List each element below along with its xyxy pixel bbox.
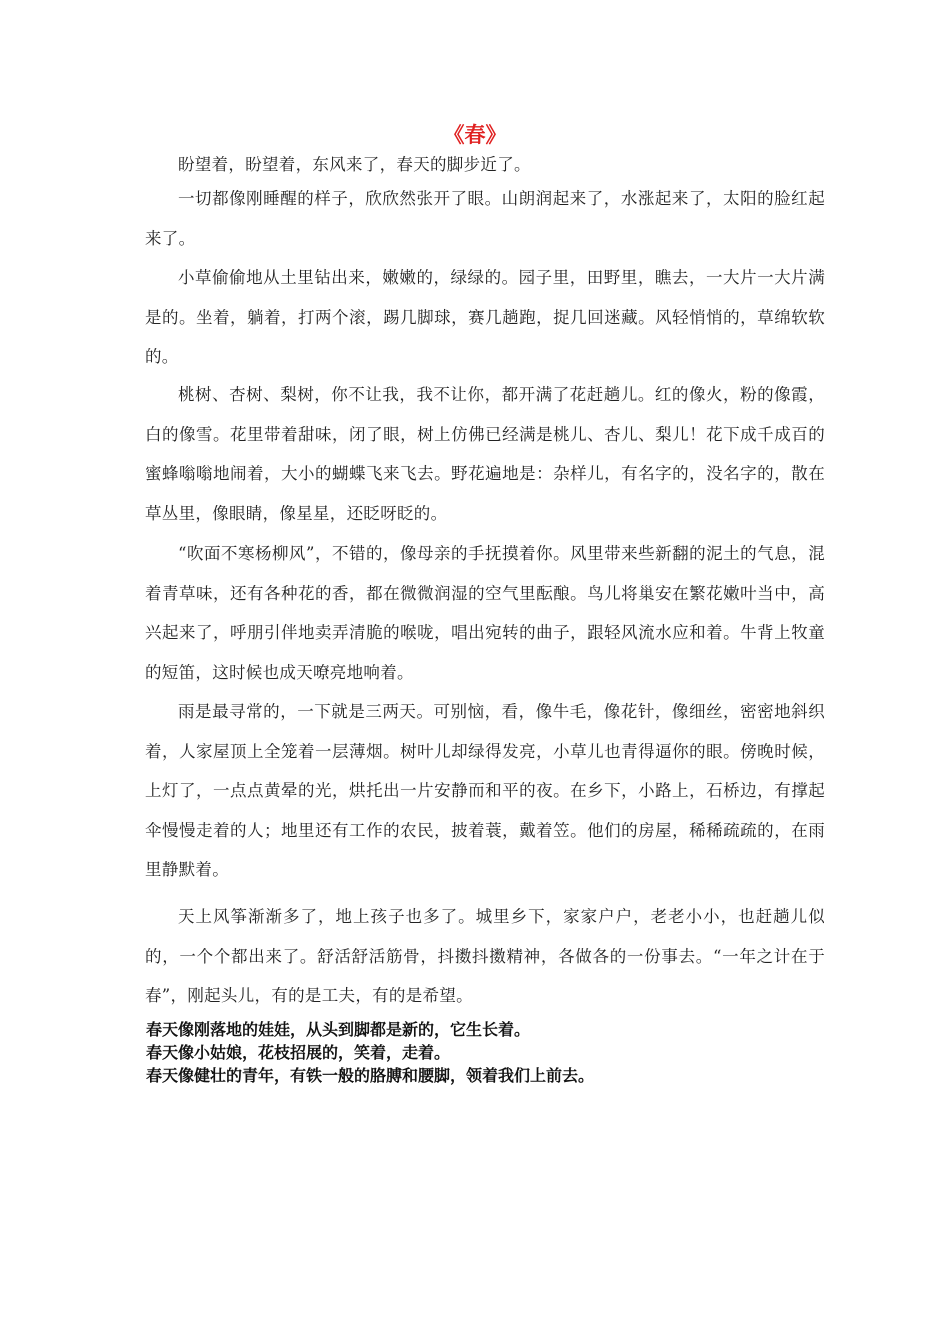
- closing-line-1: 春天像刚落地的娃娃，从头到脚都是新的，它生长着。: [146, 1020, 531, 1039]
- paragraph-4: 桃树、杏树、梨树，你不让我，我不让你，都开满了花赶趟儿。红的像火，粉的像霞，白的像雪。花里带着甜味，闭了眼，树上仿佛已经满是桃儿、杏儿、梨儿！花下成千成百的蜜蜂嗡嗡地闹着，大小的蝴蝶飞来飞去。野花遍地是：杂样儿，有名字的，没名字的，散在草丛里，像眼睛，像星星，还眨呀眨的。: [145, 385, 825, 523]
- paragraph-6: 雨是最寻常的，一下就是三两天。可别恼，看，像牛毛，像花针，像细丝，密密地斜织着，人家屋顶上全笼着一层薄烟。树叶儿却绿得发亮，小草儿也青得逼你的眼。傍晚时候，上灯了，一点点黄晕的光，烘托出一片安静而和平的夜。在乡下，小路上，石桥边，有撑起伞慢慢走着的人；地里还有工作的农民，披着蓑，戴着笠。他们的房屋，稀稀疏疏的，在雨里静默着。: [145, 702, 825, 879]
- paragraph-5: “吹面不寒杨柳风”，不错的，像母亲的手抚摸着你。风里带来些新翻的泥土的气息，混着青草味，还有各种花的香，都在微微润湿的空气里酝酿。鸟儿将巢安在繁花嫩叶当中，高兴起来了，呼朋引伴地卖弄清脆的喉咙，唱出宛转的曲子，跟轻风流水应和着。牛背上牧童的短笛，这时候也成天嘹亮地响着。: [145, 544, 825, 682]
- closing-line-2: 春天像小姑娘，花枝招展的，笑着，走着。: [146, 1043, 451, 1062]
- closing-lines: [146, 1018, 826, 1087]
- document-title: 《春》: [443, 122, 507, 147]
- closing-line-3: 春天像健壮的青年，有铁一般的胳膊和腰脚，领着我们上前去。: [146, 1066, 595, 1085]
- paragraph-7: 天上风筝渐渐多了，地上孩子也多了。城里乡下，家家户户，老老小小，也赶趟儿似的，一个个都出来了。舒活舒活筋骨，抖擞抖擞精神，各做各的一份事去。“一年之计在于春”，刚起头儿，有的是工夫，有的是希望。: [145, 907, 825, 1005]
- paragraph-2: 一切都像刚睡醒的样子，欣欣然张开了眼。山朗润起来了，水涨起来了，太阳的脸红起来了。: [145, 189, 825, 248]
- paragraph-3: 小草偷偷地从土里钻出来，嫩嫩的，绿绿的。园子里，田野里，瞧去，一大片一大片满是的。坐着，躺着，打两个滚，踢几脚球，赛几趟跑，捉几回迷藏。风轻悄悄的，草绵软软的。: [145, 268, 825, 366]
- paragraph-1: 盼望着，盼望着，东风来了，春天的脚步近了。: [178, 155, 531, 174]
